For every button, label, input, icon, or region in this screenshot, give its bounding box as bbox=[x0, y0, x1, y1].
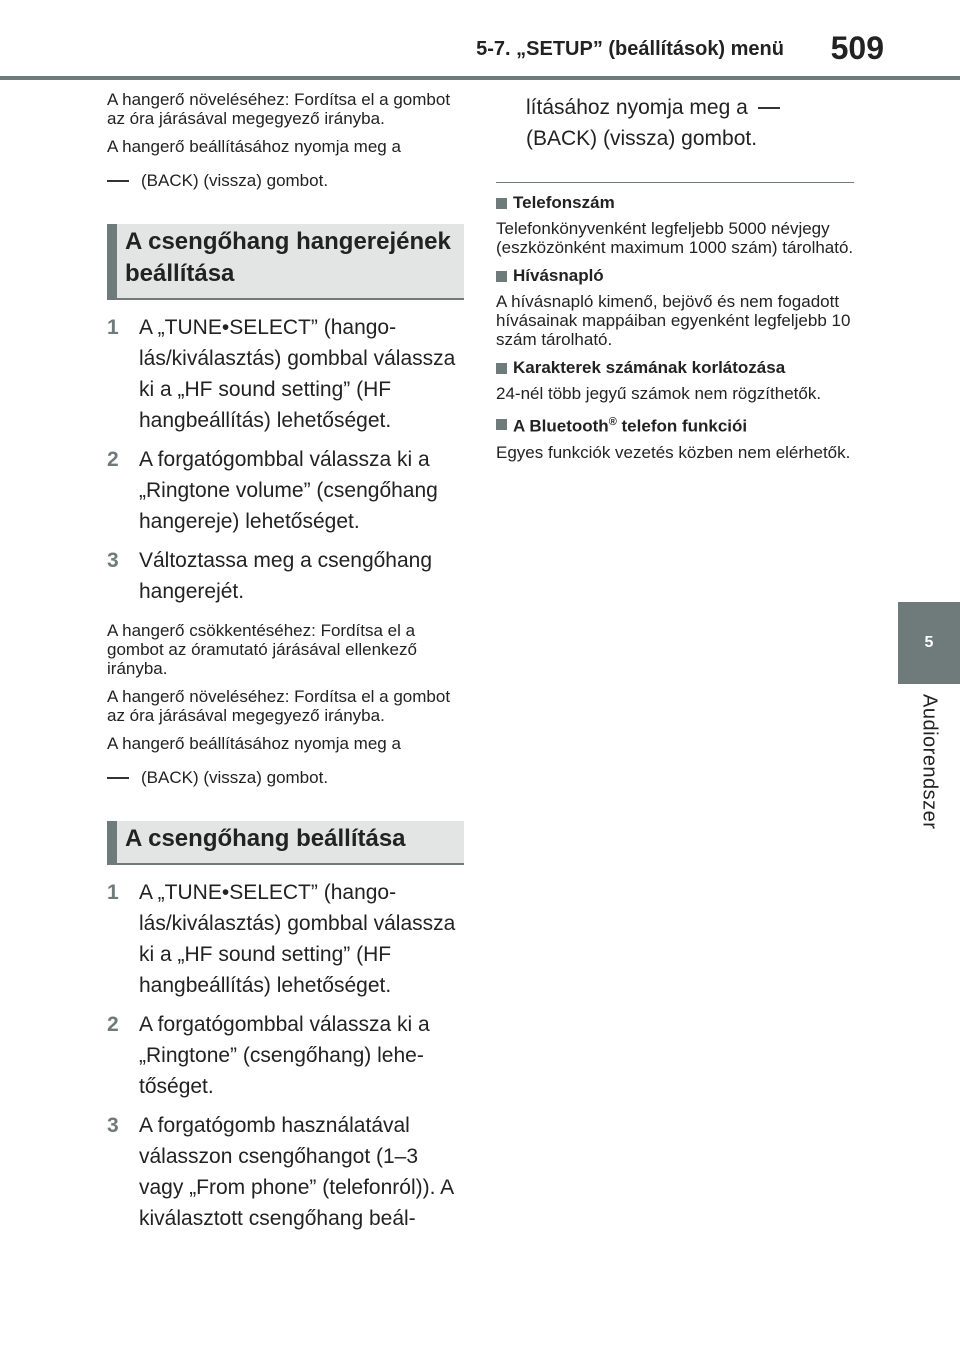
step-text: A „TUNE•SELECT” (hangolás/kiválasztás) gombbal válassza ki a „HF sound setting” (HF hangbeállítás) lehetőséget. bbox=[139, 881, 456, 997]
square-bullet-icon bbox=[496, 419, 507, 430]
info-heading bbox=[496, 193, 854, 213]
step bbox=[107, 877, 464, 1001]
continuation-text: lításához nyomja meg a bbox=[526, 96, 748, 119]
chapter-number: 5 bbox=[924, 634, 934, 651]
section-heading bbox=[107, 224, 464, 300]
paragraph: A hangerő beállításához nyomja meg a bbox=[107, 734, 401, 753]
info-title bbox=[513, 412, 747, 437]
section-title: A csengőhang hangerejének beállítása bbox=[125, 228, 451, 287]
info-title: Telefonszám bbox=[513, 193, 615, 212]
info-text: 24-nél több jegyű számok nem rögzíthetők. bbox=[496, 384, 822, 403]
left-column bbox=[107, 90, 464, 1242]
info-text: A hívásnapló kimenő, bejövő és nem fogadott hívásainak mappáiban egyenként legfeljebb 10 szám tárolható. bbox=[496, 292, 851, 349]
info-text: Egyes funkciók vezetés közben nem elérhetők. bbox=[496, 442, 851, 462]
square-bullet-icon bbox=[496, 271, 507, 282]
back-button-icon bbox=[107, 777, 129, 779]
registered-mark: ® bbox=[608, 416, 617, 428]
back-text: (BACK) (vissza) gombot. bbox=[141, 768, 329, 787]
step bbox=[107, 1110, 464, 1234]
paragraph: A hangerő növeléséhez: Fordítsa el a gombot az óra járásával megegyező irányba. bbox=[107, 687, 451, 725]
step bbox=[107, 444, 464, 537]
step-continuation bbox=[496, 92, 854, 154]
info-heading bbox=[496, 412, 854, 437]
right-column bbox=[496, 92, 854, 471]
section-heading bbox=[107, 821, 464, 865]
step-number: 1 bbox=[107, 881, 119, 904]
step-text: Változtassa meg a csengőhang hangerejét. bbox=[139, 549, 433, 603]
step-text: A „TUNE•SELECT” (hangolás/kiválasztás) gombbal válassza ki a „HF sound setting” (HF hangbeállítás) lehetőséget. bbox=[139, 316, 456, 432]
chapter-tab[interactable] bbox=[898, 602, 960, 684]
chapter-label-text: Audiorendszer bbox=[918, 694, 941, 830]
step-number: 2 bbox=[107, 448, 119, 471]
paragraph: A hangerő növeléséhez: Fordítsa el a gombot az óra járásával megegyező irányba. bbox=[107, 90, 451, 128]
step-text: A forgatógomb használatával válasszon csengőhangot (1–3 vagy „From phone” (telefonról)). A kiválasztott csengőhang beál- bbox=[139, 1114, 453, 1230]
back-instruction bbox=[107, 170, 464, 192]
info-item bbox=[496, 193, 854, 257]
step-number: 3 bbox=[107, 1114, 119, 1137]
info-title: Karakterek számának korlátozása bbox=[513, 358, 786, 377]
info-text: Telefonkönyvenként legfeljebb 5000 névjegy (eszközönként maximum 1000 szám) tárolható. bbox=[496, 219, 854, 257]
info-item bbox=[496, 412, 854, 462]
continuation-text: (BACK) (vissza) gombot. bbox=[526, 127, 758, 150]
page-number: 509 bbox=[830, 30, 884, 66]
back-button-icon bbox=[758, 107, 780, 109]
step-number: 2 bbox=[107, 1013, 119, 1036]
back-button-icon bbox=[107, 180, 129, 182]
step-text: A forgatógombbal válassza ki a „Ringtone volume” (csengőhang hangereje) lehetőséget. bbox=[139, 448, 438, 533]
back-text: (BACK) (vissza) gombot. bbox=[141, 171, 329, 190]
info-title-main: A Bluetooth bbox=[513, 416, 609, 436]
step-number: 3 bbox=[107, 549, 119, 572]
section-title: A csengőhang beállítása bbox=[125, 825, 406, 852]
step-number: 1 bbox=[107, 316, 119, 339]
section-divider bbox=[496, 182, 854, 183]
chapter-label bbox=[898, 694, 960, 844]
info-item bbox=[496, 358, 854, 403]
info-heading bbox=[496, 266, 854, 286]
info-heading bbox=[496, 358, 854, 378]
header-rule bbox=[0, 76, 960, 80]
back-instruction bbox=[107, 767, 464, 789]
info-item bbox=[496, 266, 854, 349]
step-text: A forgatógombbal válassza ki a „Ringtone” (csengőhang) lehetőséget. bbox=[139, 1013, 430, 1098]
step bbox=[107, 312, 464, 436]
step bbox=[107, 1009, 464, 1102]
info-title-rest: telefon funkciói bbox=[616, 416, 748, 436]
square-bullet-icon bbox=[496, 363, 507, 374]
paragraph: A hangerő beállításához nyomja meg a bbox=[107, 137, 401, 156]
step bbox=[107, 545, 464, 607]
square-bullet-icon bbox=[496, 198, 507, 209]
paragraph: A hangerő csökkentéséhez: Fordítsa el a gombot az óramutató járásával ellenkező irányba. bbox=[107, 621, 417, 678]
info-title: Hívásnapló bbox=[513, 266, 604, 285]
running-header: 5-7. „SETUP” (beállítások) menü bbox=[476, 38, 784, 60]
